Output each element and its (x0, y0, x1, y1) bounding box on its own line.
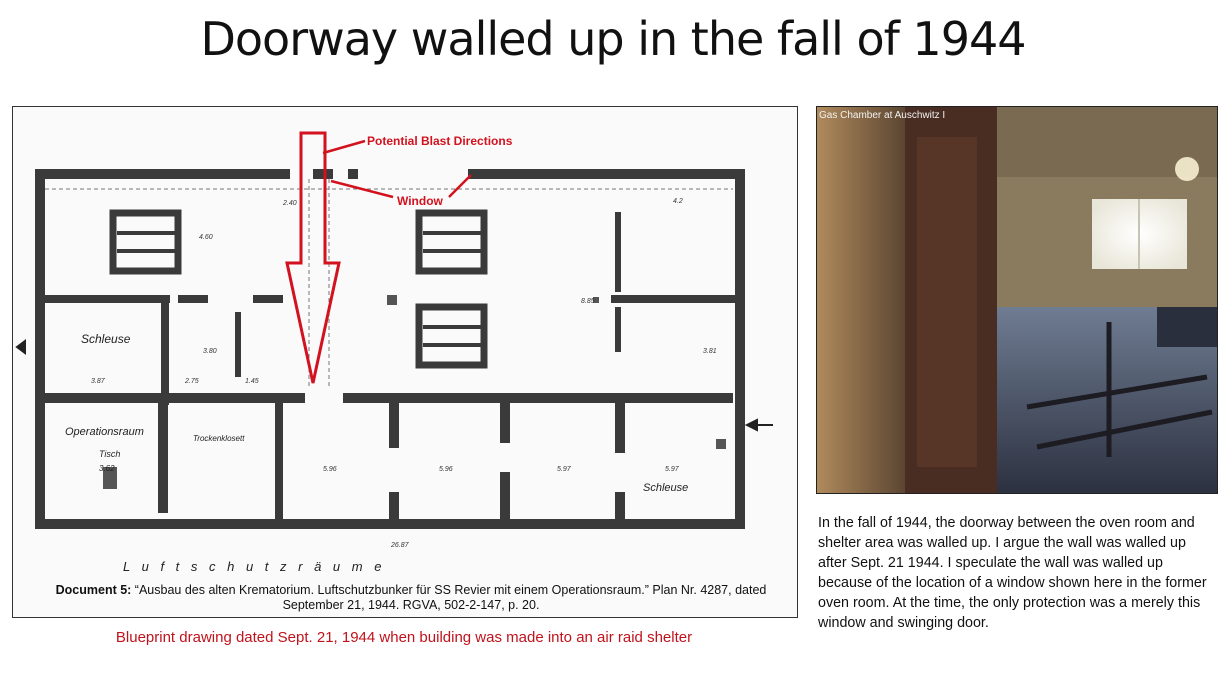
dimension-label: 4.2 (673, 198, 683, 205)
tisch-dimension: 3.62 (99, 464, 115, 473)
room-trockenklosett: Trockenklosett (193, 434, 245, 443)
room-photo-illustration (817, 107, 1217, 493)
dimension-label: 3.87 (91, 378, 105, 385)
interior-walls (35, 212, 736, 519)
document-caption-text: “Ausbau des alten Krematorium. Luftschutzbunker für SS Revier mit einem Operationsraum.” Plan Nr. 4287, dated September 21, 1944. RGVA, 502-2-147, p. 20. (131, 583, 767, 612)
dimension-label: 3.80 (203, 348, 217, 355)
window-label: Window (397, 194, 443, 208)
document-caption-label: Document 5: (55, 583, 132, 597)
dimension-label: 8.85 (581, 298, 595, 305)
dimension-label: 5.96 (439, 466, 453, 473)
dimension-label: 2.75 (185, 378, 199, 385)
dimension-label: 1.45 (245, 378, 259, 385)
dimension-label: 26.87 (391, 542, 409, 549)
document-caption (31, 583, 791, 613)
room-schleuse-left: Schleuse (81, 332, 131, 346)
gas-chamber-photo (816, 106, 1218, 494)
dimension-label: 5.96 (323, 466, 337, 473)
blast-directions-label: Potential Blast Directions (367, 134, 513, 148)
outer-walls (35, 169, 745, 529)
dimension-label: 2.40 (283, 200, 297, 207)
blueprint-note: Blueprint drawing dated Sept. 21, 1944 when building was made into an air raid shelter (115, 629, 693, 646)
luftschutzraume-label: L u f t s c h u t z r ä u m e (123, 559, 386, 574)
blueprint-figure (12, 106, 798, 618)
dimension-label: 4.60 (199, 234, 213, 241)
room-tisch: Tisch (99, 449, 121, 459)
dimension-label: 5.97 (557, 466, 571, 473)
photo-caption: Gas Chamber at Auschwitz I (819, 110, 946, 121)
slide-title: Doorway walled up in the fall of 1944 (200, 12, 1026, 66)
floor-plan-drawing (13, 107, 797, 577)
description-paragraph: In the fall of 1944, the doorway between the oven room and shelter area was walled up. I argue the wall was walled up after Sept. 21 1944. I speculate the wall was walled up because of the location of a window shown here in the former oven room. At the time, the only protection was a merely this window and swinging door. (818, 515, 1207, 631)
dimension-label: 3.81 (703, 348, 717, 355)
dimension-label: 5.97 (665, 466, 679, 473)
room-schleuse-right: Schleuse (643, 482, 689, 494)
room-operationsraum: Operationsraum (65, 426, 144, 438)
